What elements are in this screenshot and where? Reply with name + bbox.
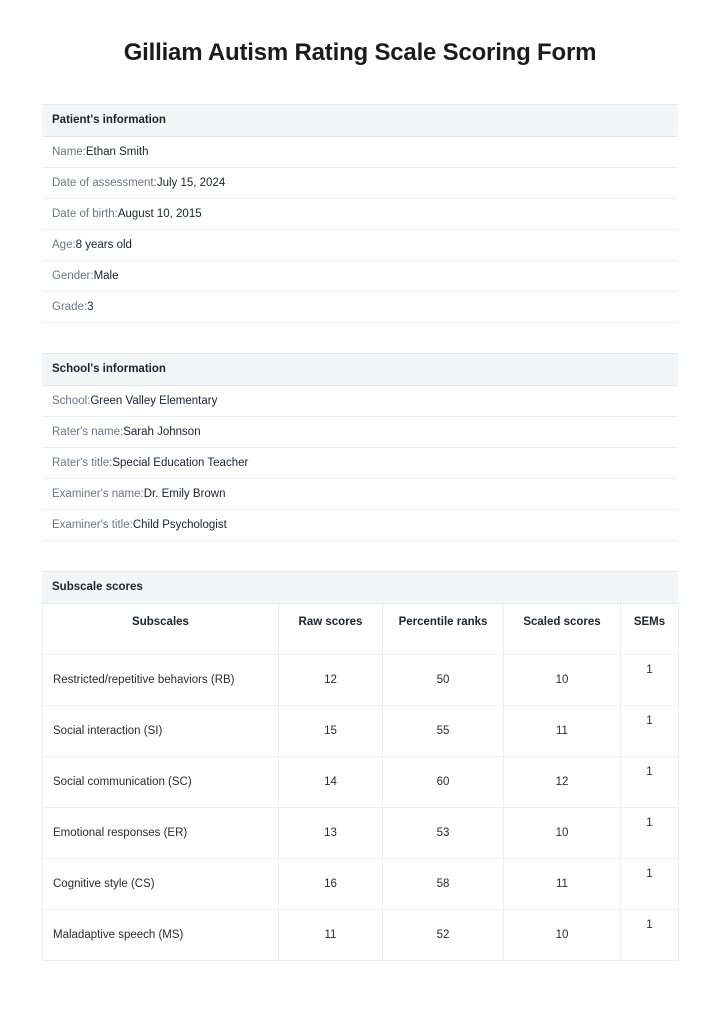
- info-label: Rater's title:: [52, 457, 113, 469]
- table-row: [43, 859, 679, 910]
- info-label: Date of birth:: [52, 208, 118, 220]
- info-row-examiner-name: [42, 479, 678, 510]
- subscale-scores-table: [42, 604, 679, 961]
- cell-scaled-score: 12: [504, 757, 621, 808]
- info-value: Dr. Emily Brown: [143, 488, 226, 500]
- table-row: [43, 757, 679, 808]
- cell-sem: 1: [621, 859, 679, 910]
- subscale-scores-heading: Subscale scores: [42, 571, 678, 604]
- info-label: Examiner's name:: [52, 488, 144, 500]
- table-row: [43, 910, 679, 961]
- cell-subscale: Maladaptive speech (MS): [43, 910, 279, 961]
- info-row-age: [42, 230, 678, 261]
- column-header-percentile-ranks: Percentile ranks: [383, 604, 504, 655]
- info-label: Grade:: [52, 301, 88, 313]
- info-value: 3: [87, 301, 94, 313]
- cell-sem: 1: [621, 655, 679, 706]
- info-label: Examiner's title:: [52, 519, 133, 531]
- cell-sem: 1: [621, 808, 679, 859]
- patient-information-section: [42, 104, 678, 323]
- info-label: Gender:: [52, 270, 94, 282]
- info-value: Special Education Teacher: [112, 457, 249, 469]
- cell-raw-score: 13: [279, 808, 383, 859]
- info-value: July 15, 2024: [156, 177, 226, 189]
- cell-scaled-score: 11: [504, 859, 621, 910]
- info-value: Green Valley Elementary: [90, 395, 218, 407]
- cell-percentile-rank: 52: [383, 910, 504, 961]
- cell-scaled-score: 11: [504, 706, 621, 757]
- info-row-date-of-birth: [42, 199, 678, 230]
- info-value: Sarah Johnson: [123, 426, 201, 438]
- info-row-name: [42, 137, 678, 168]
- cell-percentile-rank: 60: [383, 757, 504, 808]
- info-row-rater-title: [42, 448, 678, 479]
- info-value: 8 years old: [75, 239, 132, 251]
- cell-subscale: Cognitive style (CS): [43, 859, 279, 910]
- cell-subscale: Restricted/repetitive behaviors (RB): [43, 655, 279, 706]
- info-value: Male: [93, 270, 119, 282]
- cell-percentile-rank: 55: [383, 706, 504, 757]
- table-header-row: [43, 604, 679, 655]
- column-header-raw-scores: Raw scores: [279, 604, 383, 655]
- school-information-section: [42, 353, 678, 541]
- info-row-examiner-title: [42, 510, 678, 541]
- info-label: Date of assessment:: [52, 177, 157, 189]
- info-row-rater-name: [42, 417, 678, 448]
- cell-subscale: Emotional responses (ER): [43, 808, 279, 859]
- cell-percentile-rank: 53: [383, 808, 504, 859]
- table-row: [43, 706, 679, 757]
- cell-raw-score: 14: [279, 757, 383, 808]
- cell-scaled-score: 10: [504, 808, 621, 859]
- cell-scaled-score: 10: [504, 910, 621, 961]
- cell-sem: 1: [621, 757, 679, 808]
- cell-percentile-rank: 50: [383, 655, 504, 706]
- info-value: Ethan Smith: [85, 146, 149, 158]
- info-row-date-of-assessment: [42, 168, 678, 199]
- info-row-gender: [42, 261, 678, 292]
- cell-percentile-rank: 58: [383, 859, 504, 910]
- cell-raw-score: 12: [279, 655, 383, 706]
- info-label: School:: [52, 395, 91, 407]
- table-row: [43, 808, 679, 859]
- cell-subscale: Social communication (SC): [43, 757, 279, 808]
- cell-raw-score: 11: [279, 910, 383, 961]
- info-row-grade: [42, 292, 678, 323]
- info-row-school: [42, 386, 678, 417]
- column-header-scaled-scores: Scaled scores: [504, 604, 621, 655]
- cell-subscale: Social interaction (SI): [43, 706, 279, 757]
- cell-raw-score: 15: [279, 706, 383, 757]
- cell-sem: 1: [621, 706, 679, 757]
- info-label: Age:: [52, 239, 76, 251]
- info-value: Child Psychologist: [132, 519, 227, 531]
- subscale-scores-section: [42, 571, 678, 961]
- table-row: [43, 655, 679, 706]
- school-information-heading: School's information: [42, 353, 678, 386]
- cell-scaled-score: 10: [504, 655, 621, 706]
- column-header-subscales: Subscales: [43, 604, 279, 655]
- patient-information-heading: Patient's information: [42, 104, 678, 137]
- cell-sem: 1: [621, 910, 679, 961]
- info-value: August 10, 2015: [117, 208, 202, 220]
- cell-raw-score: 16: [279, 859, 383, 910]
- column-header-sems: SEMs: [621, 604, 679, 655]
- info-label: Name:: [52, 146, 86, 158]
- page-title: Gilliam Autism Rating Scale Scoring Form: [123, 39, 597, 66]
- info-label: Rater's name:: [52, 426, 124, 438]
